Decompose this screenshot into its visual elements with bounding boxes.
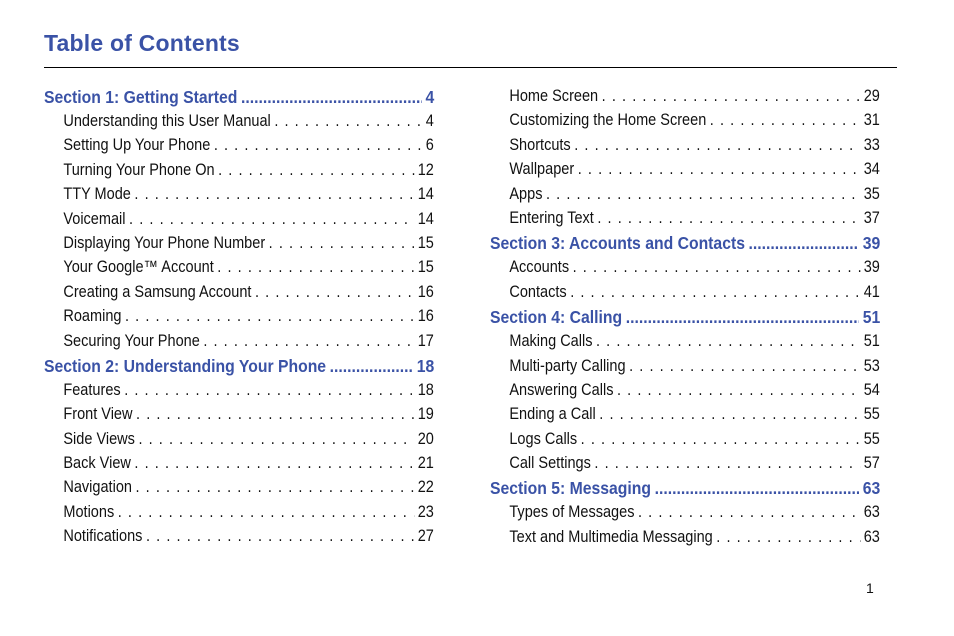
toc-entry-link[interactable] [44,210,434,234]
dot-leader [602,87,861,106]
toc-entry-link[interactable] [44,234,434,258]
toc-page-number: 29 [863,87,880,105]
toc-entry-link[interactable] [490,185,880,209]
toc-entry-title: Voicemail [63,209,126,228]
toc-page-number: 17 [417,331,434,350]
toc-page-number: 31 [863,111,880,130]
toc-entry-title: Setting Up Your Phone [63,136,211,155]
toc-entry-title: Turning Your Phone On [63,160,215,179]
dot-leader [596,332,860,351]
dot-leader [617,381,860,400]
toc-entry-link[interactable] [44,307,434,331]
toc-entry-title: TTY Mode [63,185,131,204]
toc-section-link[interactable] [490,307,880,332]
toc-entry-link[interactable] [44,258,434,282]
toc-entry-link[interactable] [490,111,880,135]
toc-page-number: 6 [425,136,434,155]
toc-page-number: 21 [417,454,434,473]
toc-entry-title: Text and Multimedia Messaging [509,527,713,546]
title-divider [44,67,897,68]
toc-entry-link[interactable] [44,381,434,405]
toc-entry-link[interactable] [490,454,880,478]
dot-leader [716,528,860,547]
dot-leader [655,478,860,499]
dot-leader [134,185,414,204]
toc-entry-title: Navigation [63,478,132,497]
toc-entry-title: Your Google™ Account [63,258,214,277]
toc-page-number: 16 [417,282,434,301]
toc-entry-title: Apps [509,184,543,203]
dot-leader [710,111,860,130]
toc-entry-title: Wallpaper [509,160,575,179]
toc-page-number: 15 [417,233,434,252]
toc-entry-link[interactable] [44,112,434,136]
dot-leader [203,332,414,351]
dot-leader [599,405,860,424]
toc-entry-link[interactable] [44,527,434,551]
toc-page-number: 22 [417,478,434,497]
toc-entry-link[interactable] [490,87,880,111]
dot-leader [597,209,860,228]
toc-entry-link[interactable] [490,258,880,282]
toc-page-number: 63 [863,527,880,546]
toc-section-title: Section 2: Understanding Your Phone [44,355,327,376]
toc-entry-link[interactable] [44,332,434,356]
toc-page-number: 39 [862,233,881,254]
toc-entry-link[interactable] [44,478,434,502]
toc-entry-link[interactable] [490,503,880,527]
toc-entry-title: Answering Calls [509,380,614,399]
toc-entry-title: Displaying Your Phone Number [63,233,266,252]
toc-entry-title: Types of Messages [509,503,635,522]
toc-page-number: 63 [863,503,880,522]
dot-leader [629,357,860,376]
toc-right-column [490,87,880,552]
page-number: 1 [866,580,874,596]
dot-leader [574,136,860,155]
toc-entry-link[interactable] [490,430,880,454]
toc-entry-link[interactable] [44,430,434,454]
toc-page-number: 33 [863,135,880,154]
toc-page-number: 41 [863,282,880,301]
dot-leader [218,161,414,180]
toc-entry-link[interactable] [44,454,434,478]
toc-entry-title: Back View [63,454,131,473]
toc-page-number: 63 [862,478,881,499]
toc-page-number: 16 [417,307,434,326]
toc-left-column [44,87,434,552]
toc-entry-link[interactable] [44,503,434,527]
dot-leader [573,258,861,277]
toc-entry-title: Logs Calls [509,429,578,448]
toc-entry-title: Multi-party Calling [509,356,626,375]
toc-page-number: 51 [863,332,880,351]
dot-leader [581,430,861,449]
dot-leader [570,283,860,302]
toc-entry-title: Call Settings [509,454,591,473]
toc-page-number: 15 [417,258,434,277]
toc-entry-title: Side Views [63,429,135,448]
toc-entry-link[interactable] [490,332,880,356]
dot-leader [125,307,414,326]
toc-page-number: 51 [862,307,881,328]
toc-section-title: Section 1: Getting Started [44,87,238,107]
toc-entry-title: Notifications [63,527,143,546]
dot-leader [274,112,422,131]
dot-leader [241,87,422,108]
dot-leader [129,210,414,229]
dot-leader [217,258,414,277]
toc-entry-link[interactable] [490,405,880,429]
toc-page-number: 55 [863,405,880,424]
toc-page-number: 54 [863,380,880,399]
toc-page-number: 35 [863,184,880,203]
toc-entry-title: Customizing the Home Screen [509,111,707,130]
toc-page-number: 53 [863,356,880,375]
toc-page-number: 14 [417,209,434,228]
dot-leader [626,307,859,328]
toc-entry-title: Entering Text [509,208,594,227]
toc-page-number: 4 [425,87,435,107]
toc-page-number: 57 [863,454,880,473]
toc-page-number: 34 [863,160,880,179]
dot-leader [134,454,414,473]
toc-section-title: Section 4: Calling [490,307,623,328]
toc-entry-title: Home Screen [509,87,599,105]
toc-section-link[interactable] [490,478,880,503]
toc-page-number: 19 [417,405,434,424]
toc-page-number: 39 [863,258,880,277]
toc-entry-link[interactable] [44,405,434,429]
page-title: Table of Contents [44,30,240,56]
dot-leader [546,185,860,204]
toc-entry-title: Ending a Call [509,405,596,424]
toc-entry-title: Making Calls [509,332,593,351]
dot-leader [136,405,414,424]
toc-entry-link[interactable] [44,136,434,160]
toc-page-number: 4 [425,112,434,130]
toc-section-link[interactable] [44,356,434,381]
toc-entry-title: Securing Your Phone [63,331,200,350]
toc-page-number: 27 [417,527,434,546]
toc-page-number: 23 [417,502,434,521]
dot-leader [135,478,414,497]
dot-leader [255,283,414,302]
dot-leader [594,454,860,473]
toc-entry-link[interactable] [490,357,880,381]
toc-section-title: Section 3: Accounts and Contacts [490,233,745,254]
toc-entry-title: Features [63,380,121,399]
toc-entry-link[interactable] [490,209,880,233]
toc-entry-link[interactable] [44,283,434,307]
dot-leader [638,503,860,522]
toc-entry-title: Roaming [63,307,122,326]
toc-entry-title: Creating a Samsung Account [63,282,252,301]
toc-page-number: 12 [417,160,434,179]
toc-page-number: 18 [417,380,434,399]
toc-section-link[interactable] [44,87,434,112]
dot-leader [214,136,422,155]
toc-page-number: 20 [417,429,434,448]
toc-section-link[interactable] [490,233,880,258]
toc-entry-link[interactable] [490,528,880,552]
toc-page-number: 55 [863,429,880,448]
toc-entry-link[interactable] [490,381,880,405]
toc-entry-title: Motions [63,502,115,521]
toc-entry-link[interactable] [490,136,880,160]
toc-entry-title: Front View [63,405,133,424]
dot-leader [124,381,414,400]
toc-page-number: 37 [863,208,880,227]
toc-page-number: 18 [416,355,435,376]
toc-entry-title: Accounts [509,258,570,277]
toc-entry-title: Contacts [509,282,567,301]
toc-section-title: Section 5: Messaging [490,478,652,499]
dot-leader [118,503,414,522]
dot-leader [146,527,414,546]
dot-leader [578,160,860,179]
dot-leader [269,234,415,253]
dot-leader [138,430,414,449]
toc-entry-link[interactable] [44,185,434,209]
dot-leader [330,356,414,377]
toc-entry-link[interactable] [490,160,880,184]
toc-entry-link[interactable] [44,161,434,185]
toc-entry-title: Shortcuts [509,135,571,154]
toc-page-number: 14 [417,185,434,204]
toc-entry-link[interactable] [490,283,880,307]
dot-leader [749,233,860,254]
toc-entry-title: Understanding this User Manual [63,112,271,130]
